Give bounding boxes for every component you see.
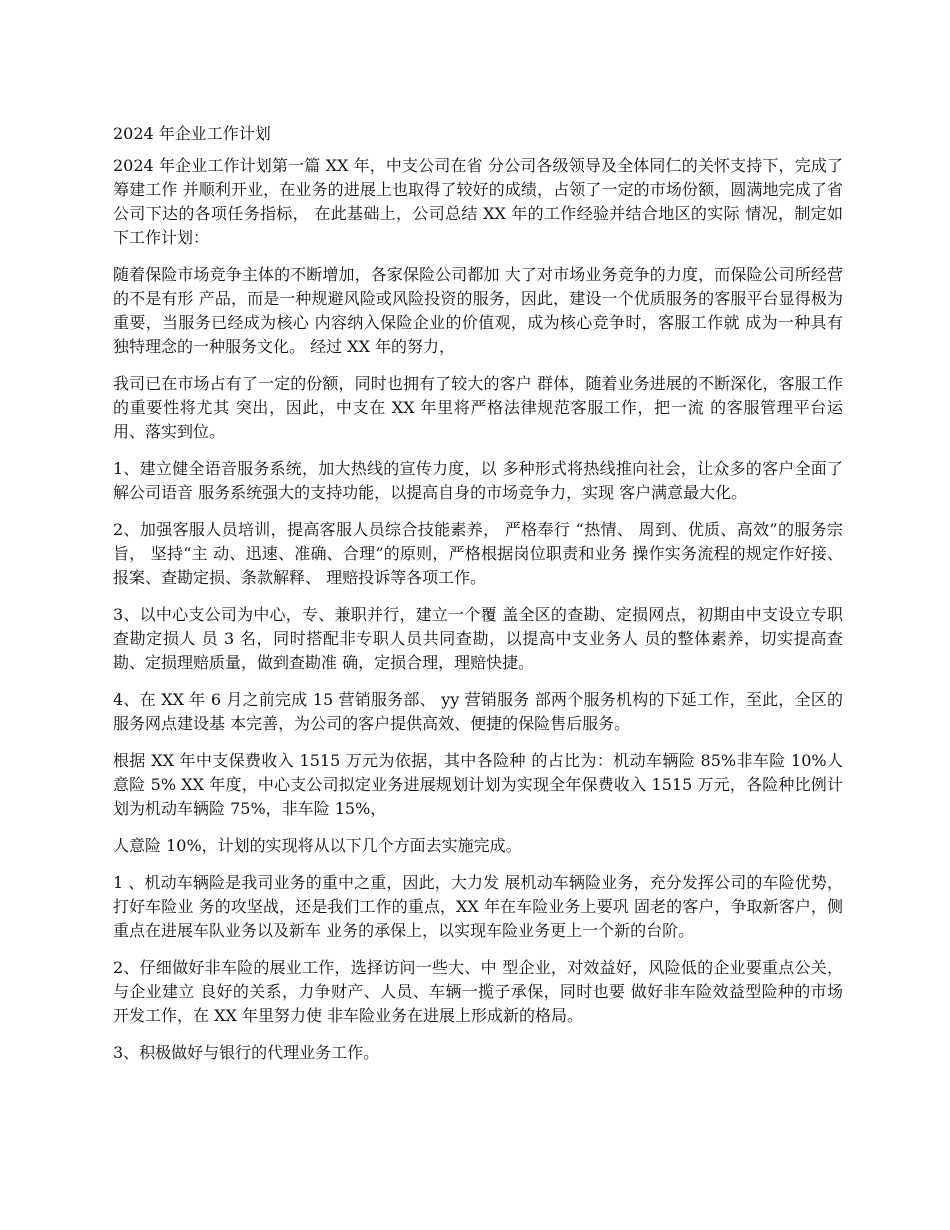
- paragraph-10: 1 、机动车辆险是我司业务的重中之重，因此，大力发 展机动车辆险业务，充分发挥公司的车险优势，打好车险业 务的攻坚战，还是我们工作的重点，XX 年在车险业务上要巩 固老的客户，争取新客户，侧重点在进展车队业务以及新车 业务的承保上，以实现车险业务更上一个新的台阶。: [113, 873, 843, 940]
- paragraph-11: 2、仔细做好非车险的展业工作，选择访问一些大、中 型企业，对效益好，风险低的企业要重点公关，与企业建立 良好的关系，力争财产、人员、车辆一揽子承保，同时也要 做好非车险效益型险种的市场开发工作，在 XX 年里努力使 非车险业务在进展上形成新的格局。: [113, 958, 843, 1025]
- paragraph-12: 3、积极做好与银行的代理业务工作。: [113, 1043, 380, 1062]
- document-title: 2024 年企业工作计划: [113, 124, 271, 143]
- paragraph-6: 3、以中心支公司为中心，专、兼职并行，建立一个覆 盖全区的查勘、定损网点，初期由中支设立专职查勘定损人 员 3 名，同时搭配非专职人员共同查勘，以提高中支业务人 员的整体素养，切实提高查勘、定损理赔质量，做到查勘准 确，定损合理，理赔快捷。: [113, 605, 843, 672]
- paragraph-9: 人意险 10%，计划的实现将从以下几个方面去实施完成。: [113, 836, 522, 855]
- paragraph-3: 我司已在市场占有了一定的份额，同时也拥有了较大的客户 群体，随着业务进展的不断深化，客服工作的重要性将尤其 突出，因此，中支在 XX 年里将严格法律规范客服工作，把一流 的客服管理平台运用、落实到位。: [113, 374, 843, 441]
- paragraph-4: 1、建立健全语音服务系统，加大热线的宣传力度，以 多种形式将热线推向社会，让众多的客户全面了解公司语音 服务系统强大的支持功能，以提高自身的市场竞争力，实现 客户满意最大化。: [113, 459, 843, 502]
- paragraph-2: 随着保险市场竞争主体的不断增加，各家保险公司都加 大了对市场业务竞争的力度，而保险公司所经营的不是有形 产品，而是一种规避风险或风险投资的服务，因此，建设一个优质服务的客服平台显得极为重要，当服务已经成为核心 内容纳入保险企业的价值观，成为核心竞争时，客服工作就 成为一种具有独特理念的一种服务文化。 经过 XX 年的努力，: [113, 265, 843, 356]
- document-page: [113, 122, 843, 1078]
- paragraph-7: 4、在 XX 年 6 月之前完成 15 营销服务部、 yy 营销服务 部两个服务机构的下延工作，至此，全区的服务网点建设基 本完善，为公司的客户提供高效、便捷的保险售后服务。: [113, 690, 843, 733]
- paragraph-5: 2、加强客服人员培训，提高客服人员综合技能素养， 严格奉行 “热情、 周到、优质、高效”的服务宗旨， 坚持“主 动、迅速、准确、合理”的原则，严格根据岗位职责和业务 操作实务流程的规定作好接、报案、查勘定损、条款解释、 理赔投诉等各项工作。: [113, 520, 843, 587]
- paragraph-1: 2024 年企业工作计划第一篇 XX 年，中支公司在省 分公司各级领导及全体同仁的关怀支持下，完成了筹建工作 并顺利开业，在业务的进展上也取得了较好的成绩，占领了一定的市场份额，圆满地完成了省公司下达的各项任务指标， 在此基础上，公司总结 XX 年的工作经验并结合地区的实际 情况，制定如下工作计划：: [113, 156, 843, 247]
- paragraph-8: 根据 XX 年中支保费收入 1515 万元为依据，其中各险种 的占比为：机动车辆险 85%非车险 10%人意险 5% XX 年度，中心支公司拟定业务进展规划计划为实现全年保费收入 1515 万元，各险种比例计划为机动车辆险 75%，非车险 15%，: [113, 751, 843, 818]
